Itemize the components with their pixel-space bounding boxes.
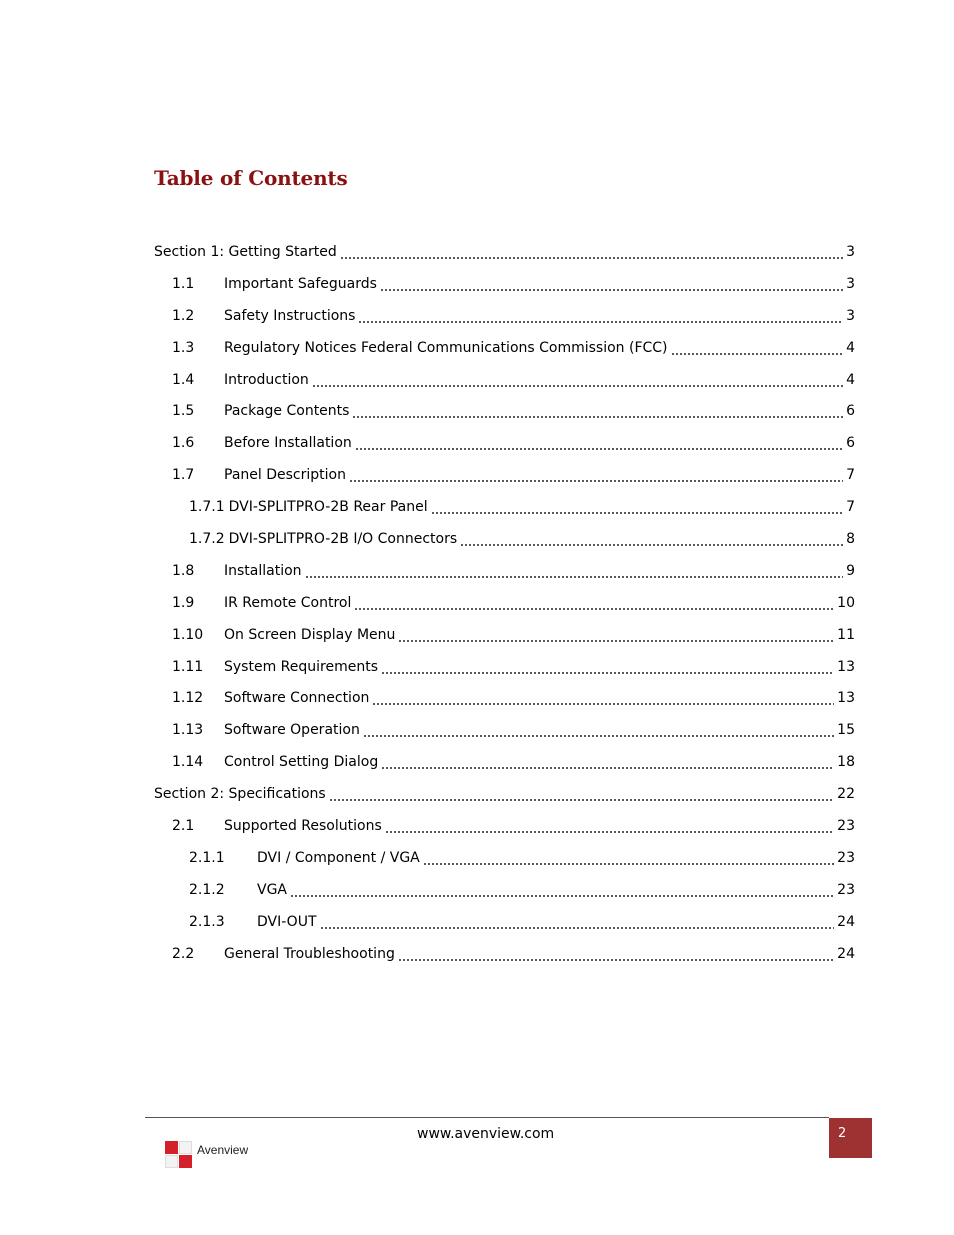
toc-leader-dots [320,917,835,931]
toc-entry-number: 1.5 [172,403,195,420]
toc-entry-title: VGA [257,881,288,898]
toc-entry-page: 6 [846,435,855,452]
toc-entry[interactable] [154,427,855,459]
toc-entry-page: 10 [837,594,855,611]
toc-entry-title: Software Connection [224,690,370,707]
toc-leader-dots [305,566,844,580]
toc-entry-number: 1.11 [172,658,204,675]
toc-entry-title: General Troubleshooting [224,945,395,962]
toc-entry-title: Introduction [224,371,309,388]
toc-entry-page: 24 [837,945,855,962]
logo-text: Avenview [197,1143,249,1157]
toc-entry-title: DVI-OUT [257,913,317,930]
toc-leader-dots [355,438,843,452]
toc-entry-page: 7 [846,467,855,484]
toc-entry-number: 1.4 [172,371,195,388]
toc-leader-dots [398,630,834,644]
toc-entry-page: 15 [837,722,855,739]
toc-leader-dots [423,853,834,867]
toc-entry[interactable] [154,714,855,746]
toc-leader-dots [340,247,843,261]
toc-entry-number: 1.14 [172,754,204,771]
toc-entry-number: 2.1.1 [189,849,225,866]
toc-entry-page: 4 [846,339,855,356]
toc-entry-page: 6 [846,403,855,420]
toc-entry[interactable] [154,906,855,938]
toc-entry-title: Important Safeguards [224,275,377,292]
toc-entry[interactable] [154,268,855,300]
toc-entry-page: 23 [837,849,855,866]
toc-entry-title: Regulatory Notices Federal Communications Commission (FCC) [224,339,668,356]
toc-entry-page: 3 [846,275,855,292]
toc-leader-dots [312,375,843,389]
toc-entry[interactable] [154,842,855,874]
toc-entry-page: 11 [837,626,855,643]
toc-entry-page: 18 [837,754,855,771]
toc-entry-title: Installation [224,562,302,579]
toc-leader-dots [671,343,844,357]
toc-entry[interactable] [154,874,855,906]
toc-entry-title: Panel Description [224,467,346,484]
toc-entry-title: On Screen Display Menu [224,626,396,643]
toc-entry-title: System Requirements [224,658,378,675]
toc-leader-dots [431,502,843,516]
toc-list [154,236,855,969]
toc-entry[interactable] [154,682,855,714]
toc-entry-page: 24 [837,913,855,930]
toc-entry[interactable] [154,300,855,332]
toc-leader-dots [358,311,843,325]
toc-entry[interactable] [154,746,855,778]
toc-entry[interactable] [154,236,855,268]
toc-entry-title: DVI / Component / VGA [257,849,420,866]
toc-entry-title: Package Contents [224,403,350,420]
toc-entry[interactable] [154,938,855,970]
toc-entry-page: 9 [846,562,855,579]
toc-leader-dots [352,406,843,420]
toc-entry-page: 7 [846,499,855,516]
toc-title: Table of Contents [154,166,348,190]
toc-entry-number: 1.3 [172,339,195,356]
toc-entry-number: 1.13 [172,722,204,739]
toc-entry-title: Section 2: Specifications [154,786,326,803]
toc-entry-page: 8 [846,530,855,547]
toc-entry-page: 13 [837,690,855,707]
toc-entry-title: Before Installation [224,435,352,452]
toc-entry-title: IR Remote Control [224,594,352,611]
toc-entry-page: 3 [846,243,855,260]
toc-entry[interactable] [154,555,855,587]
toc-entry-page: 22 [837,786,855,803]
toc-entry-page: 23 [837,881,855,898]
toc-leader-dots [385,821,834,835]
footer-divider [145,1117,829,1118]
toc-entry-number: 1.2 [172,307,195,324]
toc-entry-number: 1.9 [172,594,195,611]
toc-entry-title: DVI-SPLITPRO-2B I/O Connectors [228,530,458,547]
toc-entry[interactable] [154,395,855,427]
toc-entry-number: 2.1 [172,817,195,834]
toc-entry-number: 1.7.2 [189,530,225,547]
toc-leader-dots [290,885,834,899]
toc-entry-page: 13 [837,658,855,675]
toc-entry[interactable] [154,491,855,523]
toc-entry-number: 1.10 [172,626,204,643]
toc-entry-number: 2.1.2 [189,881,225,898]
toc-leader-dots [381,757,834,771]
toc-entry-number: 1.1 [172,275,195,292]
toc-leader-dots [398,949,834,963]
footer-url[interactable]: www.avenview.com [417,1126,555,1142]
toc-entry-number: 1.7.1 [189,499,225,516]
toc-leader-dots [363,725,834,739]
page-number-badge [829,1118,872,1158]
toc-entry-title: Safety Instructions [224,307,356,324]
toc-entry-number: 1.12 [172,690,204,707]
toc-entry[interactable] [154,364,855,396]
toc-leader-dots [460,534,843,548]
toc-leader-dots [329,789,834,803]
toc-entry-number: 1.7 [172,467,195,484]
toc-entry-page: 4 [846,371,855,388]
toc-entry[interactable] [154,523,855,555]
toc-leader-dots [349,470,843,484]
toc-entry-title: Supported Resolutions [224,817,382,834]
toc-leader-dots [372,693,834,707]
page-number: 2 [838,1126,847,1141]
toc-leader-dots [381,662,834,676]
toc-entry-title: DVI-SPLITPRO-2B Rear Panel [228,499,428,516]
toc-entry-title: Section 1: Getting Started [154,243,337,260]
toc-entry[interactable] [154,459,855,491]
toc-leader-dots [354,598,834,612]
toc-entry-title: Software Operation [224,722,360,739]
toc-entry[interactable] [154,810,855,842]
toc-entry-number: 1.8 [172,562,195,579]
toc-entry[interactable] [154,651,855,683]
toc-entry-number: 2.1.3 [189,913,225,930]
toc-entry-page: 23 [837,817,855,834]
toc-entry[interactable] [154,619,855,651]
toc-entry-page: 3 [846,307,855,324]
toc-entry-number: 2.2 [172,945,195,962]
toc-entry[interactable] [154,778,855,810]
toc-entry-number: 1.6 [172,435,195,452]
toc-entry[interactable] [154,587,855,619]
toc-entry-title: Control Setting Dialog [224,754,379,771]
avenview-logo-icon [163,1137,197,1173]
toc-leader-dots [380,279,843,293]
toc-entry[interactable] [154,332,855,364]
